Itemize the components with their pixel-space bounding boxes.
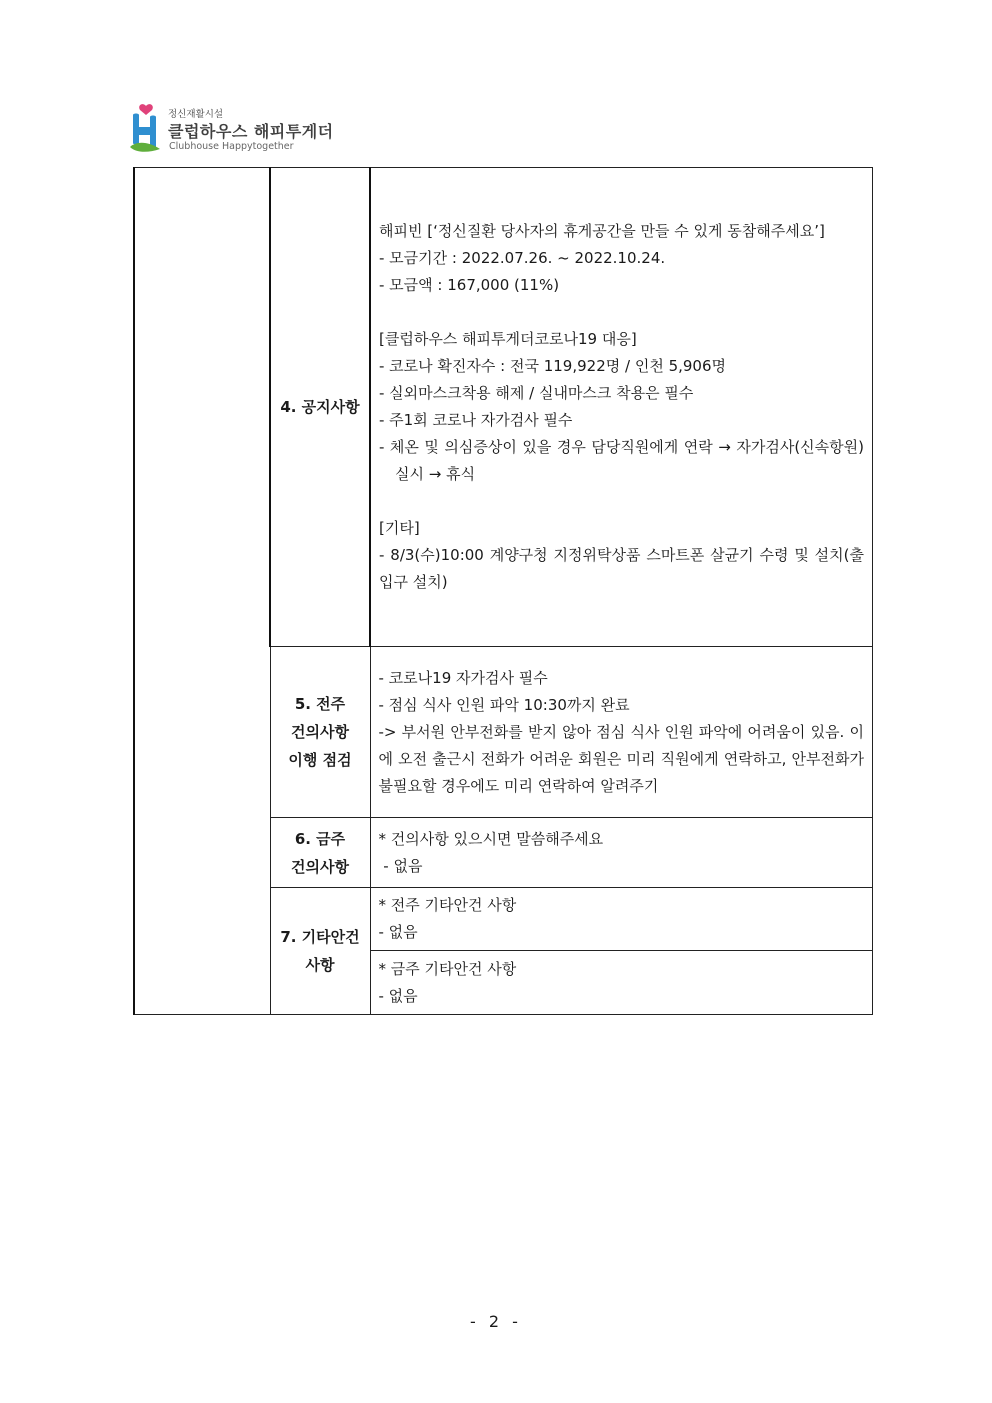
logo-mark-icon bbox=[128, 103, 164, 153]
notice-line: [기타] bbox=[379, 519, 420, 537]
logo-english-name: Clubhouse Happytogether bbox=[169, 141, 294, 152]
notice-line: - 주1회 코로나 자가검사 필수 bbox=[379, 411, 573, 429]
notice-line: - 실외마스크착용 해제 / 실내마스크 착용은 필수 bbox=[379, 384, 694, 402]
content-line: -> 부서원 안부전화를 받지 않아 점심 식사 인원 파악에 어려움이 있음. 이에 오전 출근시 전화가 어려운 회원은 미리 직원에게 연락하고, 안부전화가 불필요할 경우에도 미리 연락하여 알려주기 bbox=[378, 722, 864, 795]
meeting-minutes-table bbox=[133, 167, 873, 1015]
notice-line: 해피빈 [‘정신질환 당사자의 휴게공간을 만들 수 있게 동참해주세요’] bbox=[379, 222, 825, 240]
prev-suggestions-content bbox=[370, 647, 873, 818]
this-week-suggestions-content bbox=[370, 818, 873, 888]
clubhouse-logo bbox=[128, 103, 368, 155]
content-line: - 없음 bbox=[378, 923, 418, 941]
prev-other-items-content bbox=[370, 888, 873, 951]
notice-line: [클럽하우스 해피투게더코로나19 대응] bbox=[379, 330, 637, 348]
spacer bbox=[379, 488, 864, 515]
notice-line: - 모금액 : 167,000 (11%) bbox=[379, 276, 560, 294]
empty-category-cell bbox=[134, 168, 270, 1015]
content-line: - 점심 식사 인원 파악 10:30까지 완료 bbox=[378, 695, 630, 714]
this-week-other-items-content bbox=[370, 951, 873, 1015]
row-label-notice: 4. 공지사항 bbox=[270, 168, 370, 647]
content-line: - 없음 bbox=[378, 986, 418, 1005]
spacer bbox=[379, 299, 864, 326]
content-line: * 금주 기타안건 사항 bbox=[378, 959, 517, 978]
page-number: - 2 - bbox=[470, 1312, 522, 1331]
logo-name: 클럽하우스 해피투게더 bbox=[168, 122, 334, 141]
row-label-this-week-suggestions: 6. 금주 건의사항 bbox=[270, 818, 370, 888]
logo-subtitle: 정신재활시설 bbox=[168, 109, 224, 120]
notice-line: - 8/3(수)10:00 계양구청 지정위탁상품 스마트폰 살균기 수령 및 설치(출입구 설치) bbox=[379, 546, 864, 591]
content-line: - 코로나19 자가검사 필수 bbox=[378, 668, 548, 687]
row-label-prev-suggestions-check: 5. 전주 건의사항 이행 점검 bbox=[270, 647, 370, 818]
notice-line: - 체온 및 의심증상이 있을 경우 담당직원에게 연락 → 자가검사(신속항원) 실시 → 휴식 bbox=[379, 438, 864, 483]
row-label-other-items: 7. 기타안건 사항 bbox=[270, 888, 370, 1015]
content-line: - 없음 bbox=[378, 856, 423, 875]
content-line: * 전주 기타안건 사항 bbox=[378, 896, 517, 914]
notice-line: - 코로나 확진자수 : 전국 119,922명 / 인천 5,906명 bbox=[379, 357, 727, 375]
content-line: * 건의사항 있으시면 말씀해주세요 bbox=[378, 829, 604, 848]
notice-content bbox=[370, 168, 873, 647]
notice-line: - 모금기간 : 2022.07.26. ~ 2022.10.24. bbox=[379, 249, 666, 267]
